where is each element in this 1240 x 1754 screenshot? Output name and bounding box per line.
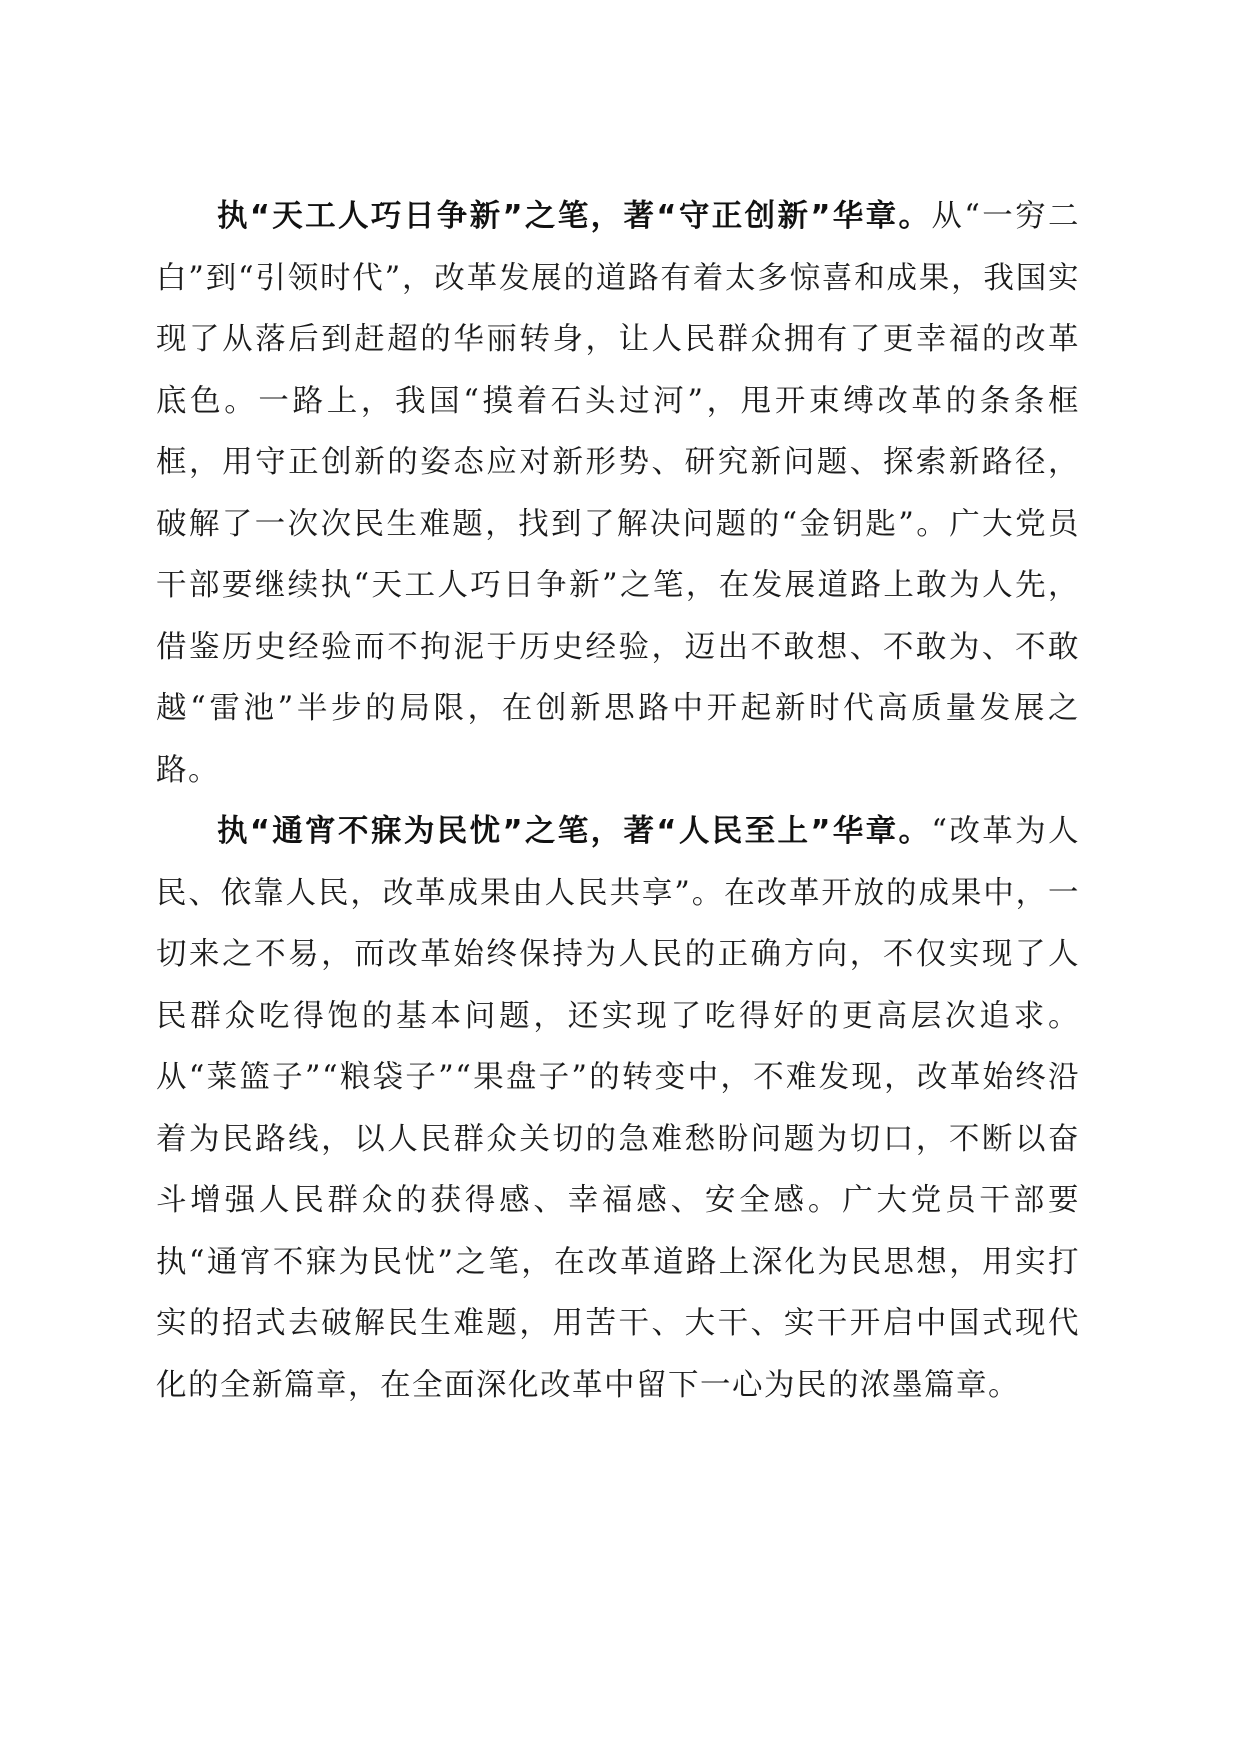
paragraph-1-heading: 执“天工人巧日争新”之笔，著“守正创新”华章。 — [217, 199, 932, 234]
paragraph-1-text: 从“一穷二白”到“引领时代”，改革发展的道路有着太多惊喜和成果，我国实现了从落后到赶超的华丽转身，让人民群众拥有了更幸福的改革底色。一路上，我国“摸着石头过河”，甩开束缚改革的条条框框，用守正创新的姿态应对新形势、研究新问题、探索新路径，破解了一次次民生难题，找到了解决问题的“金钥匙”。广大党员干部要继续执“天工人巧日争新”之笔，在发展道路上敢为人先，借鉴历史经验而不拘泥于历史经验，迈出不敢想、不敢为、不敢越“雷池”半步的局限，在创新思路中开起新时代高质量发展之路。 — [156, 199, 1080, 788]
paragraph-2-text: “改革为人民、依靠人民，改革成果由人民共享”。在改革开放的成果中，一切来之不易，而改革始终保持为人民的正确方向，不仅实现了人民群众吃得饱的基本问题，还实现了吃得好的更高层次追求。从“菜篮子”“粮袋子”“果盘子”的转变中，不难发现，改革始终沿着为民路线，以人民群众关切的急难愁盼问题为切口，不断以奋斗增强人民群众的获得感、幸福感、安全感。广大党员干部要执“通宵不寐为民忧”之笔，在改革道路上深化为民思想，用实打实的招式去破解民生难题，用苦干、大干、实干开启中国式现代化的全新篇章，在全面深化改革中留下一心为民的浓墨篇章。 — [156, 814, 1080, 1403]
paragraph-2 — [156, 801, 1080, 1416]
paragraph-2-heading: 执“通宵不寐为民忧”之笔，著“人民至上”华章。 — [217, 814, 932, 849]
document-body — [156, 186, 1080, 1416]
paragraph-1 — [156, 186, 1080, 801]
